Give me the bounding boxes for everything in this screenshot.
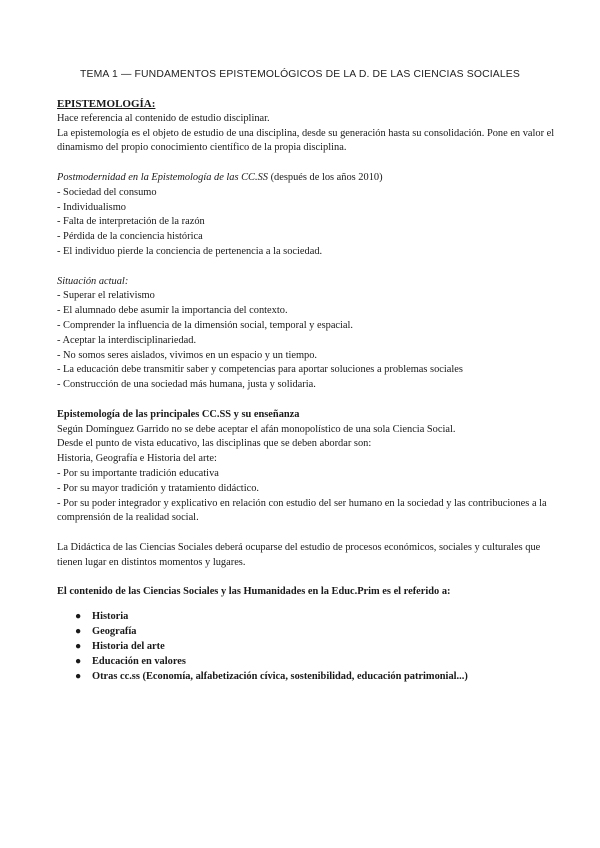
list-item: - Aceptar la interdisciplinariedad. bbox=[57, 334, 197, 346]
situacion-heading: Situación actual: bbox=[57, 275, 129, 287]
list-item: - Superar el relativismo bbox=[57, 290, 155, 302]
section-heading-epistemologia: EPISTEMOLOGÍA: bbox=[57, 98, 156, 110]
epistemologia-paragraph: La epistemología es el objeto de estudio de una disciplina, desde su generación hasta su consolidación. Pone en valor el dinamismo del propio conocimiento científico de la propia disciplina. bbox=[57, 127, 555, 154]
principales-heading: Epistemología de las principales CC.SS y su enseñanza bbox=[57, 408, 300, 420]
principales-line: Desde el punto de vista educativo, las disciplinas que se deben abordar son: bbox=[57, 438, 372, 450]
list-item: - Por su poder integrador y explicativo en relación con estudio del ser humano en la sociedad y las contribuciones a la comprensión de la realidad social. bbox=[57, 497, 547, 524]
list-item: - Pérdida de la conciencia histórica bbox=[57, 231, 203, 243]
bullet-icon: ● bbox=[75, 611, 82, 623]
list-item: - La educación debe transmitir saber y competencias para aportar soluciones a problemas sociales bbox=[57, 364, 463, 376]
bullet-icon: ● bbox=[75, 626, 82, 638]
postmodernidad-heading-rest: (después de los años 2010) bbox=[267, 171, 383, 183]
principales-line: Historia, Geografía e Historia del arte: bbox=[57, 453, 217, 465]
didactica-paragraph: La Didáctica de las Ciencias Sociales deberá ocuparse del estudio de procesos económicos, sociales y culturales que tienen lugar en distintos momentos y lugares. bbox=[57, 541, 541, 568]
postmodernidad-heading-italic: Postmodernidad en la Epistemología de las CC.SS bbox=[57, 171, 268, 183]
list-item: - No somos seres aislados, vivimos en un espacio y un tiempo. bbox=[57, 349, 318, 361]
list-item: ● Geografía bbox=[75, 626, 137, 638]
list-item: - Individualismo bbox=[57, 201, 126, 213]
list-item: - Por su importante tradición educativa bbox=[57, 467, 219, 479]
bullet-icon: ● bbox=[75, 656, 82, 668]
contenido-heading: El contenido de las Ciencias Sociales y las Humanidades en la Educ.Prim es el referido a: bbox=[57, 586, 451, 598]
list-item: ● Historia bbox=[75, 611, 129, 623]
postmodernidad-heading bbox=[57, 171, 557, 186]
principales-line: Según Domínguez Garrido no se debe aceptar el afán monopolístico de una sola Ciencia Social. bbox=[57, 423, 456, 435]
list-item: ● Otras cc.ss (Economía, alfabetización cívica, sostenibilidad, educación patrimonial...) bbox=[75, 671, 468, 683]
list-item: - Por su mayor tradición y tratamiento didáctico. bbox=[57, 482, 259, 494]
list-item: - Sociedad del consumo bbox=[57, 186, 157, 198]
list-item: - Falta de interpretación de la razón bbox=[57, 216, 205, 228]
bullet-icon: ● bbox=[75, 671, 82, 683]
bullet-icon: ● bbox=[75, 641, 82, 653]
list-item: - El alumnado debe asumir la importancia del contexto. bbox=[57, 305, 288, 317]
list-item: - Comprender la influencia de la dimensión social, temporal y espacial. bbox=[57, 319, 354, 331]
list-item: - Construcción de una sociedad más humana, justa y solidaria. bbox=[57, 379, 316, 391]
document-body bbox=[57, 97, 557, 684]
page-title: TEMA 1 — FUNDAMENTOS EPISTEMOLÓGICOS DE LA D. DE LAS CIENCIAS SOCIALES bbox=[80, 69, 520, 80]
list-item: - El individuo pierde la conciencia de pertenencia a la sociedad. bbox=[57, 245, 323, 257]
contenido-list bbox=[57, 609, 557, 684]
list-item: ● Historia del arte bbox=[75, 641, 165, 653]
epistemologia-line: Hace referencia al contenido de estudio disciplinar. bbox=[57, 112, 270, 124]
list-item: ● Educación en valores bbox=[75, 656, 186, 668]
